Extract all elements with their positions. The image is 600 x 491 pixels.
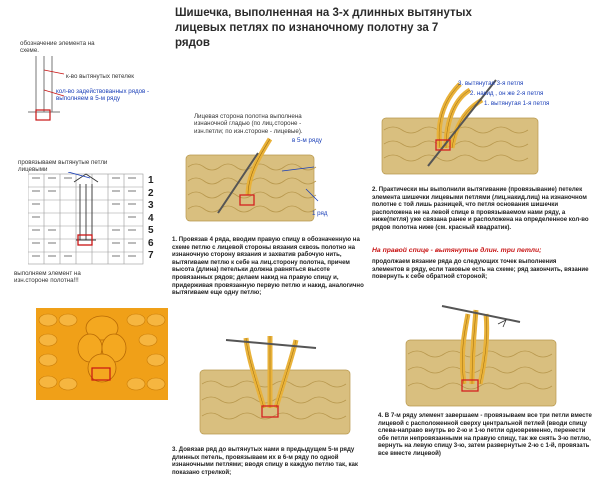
yarn-over-label: 2. накид , он же 2-я петля	[470, 90, 544, 97]
loop3-label: 3. вытянутая 3-я петля	[458, 80, 524, 87]
row-number: 7	[148, 250, 154, 261]
bobble-photo	[36, 308, 168, 400]
legend-rows-count: кол-во задействованных рядов - выполняем в 5-м ряду	[56, 88, 150, 103]
row-number: 6	[148, 237, 154, 249]
row-number: 3	[148, 200, 154, 211]
row-number: 1	[148, 175, 154, 186]
row-number: 5	[148, 225, 154, 236]
tag-row1: 1 ряд	[312, 210, 328, 217]
step1-caption: Лицевая сторона полотна выполнена изнаночной гладью (по лиц.стороне - изн.петли; по изн.стороне - лицевые).	[194, 113, 303, 135]
step1-text: 1. Провязав 4 ряда, вводим правую спицу в обозначенную на схеме петлю с лицевой стороны вязания сквозь полотно на изнаночную сторону вязания и захватив рабочую нить, вытягиваем петлю к себе на лиц.сторону полотна, причем высота (длина) петельки должна равняться высоте провязанных рядов; делаем накид на правую спицу и, придерживая провязанную первую петлю и накид, аналогично вытягиваем еще одну петлю;	[172, 236, 364, 297]
legend-loops-count: к-во вытянутых петелек	[66, 73, 135, 80]
legend-wrong-side: выполняем элемент на изн.стороне полотна!!!	[14, 270, 81, 285]
step3-text: 3. Довязав ряд до вытянутых нами в предыдущем 5-м ряду длинных петель, провязываем их в 6-м ряду по одной изнаночными петлями; вводя спицу в каждую петлю так, как показано стрелкой;	[172, 446, 358, 476]
step1-illustration	[178, 135, 328, 227]
chart-grid	[28, 172, 150, 268]
legend-pull-loops: провязываем вытянутые петли лицевыми	[18, 159, 108, 174]
tag-row5: в 5-м ряду	[292, 137, 322, 144]
row-number: 4	[148, 212, 154, 224]
row-number: 2	[148, 187, 154, 199]
page-title: Шишечка, выполненная на 3-х длинных вытянутых лицевых петлях по изнаночному полотну за 7 рядов	[175, 7, 472, 49]
step4-illustration	[402, 300, 562, 410]
loop1-label: 1. вытянутая 1-я петля	[484, 100, 550, 107]
step2-highlight: На правой спице - вытянутые длин. три петли;	[372, 247, 542, 254]
step2-text: 2. Практически мы выполнили вытягивание (провязывание) петелек элемента шишечки лицевыми петлями (лиц.накид.лиц) на изнаночном полотне с той лишь разницей, что петля основания шишечки расположена не на левой спице в провязываемом нами ряду, а ниже(петля) уже связана ранее и расположена на определенное кол-во рядов полотна ниже (см. красный квадратик).	[372, 186, 589, 231]
step3-illustration	[196, 330, 356, 438]
step4-text: 4. В 7-м ряду элемент завершаем - провязываем все три петли вместе лицевой с расположенной сверху центральной петлей (вводи спицу слева-направо внутрь во 2-ю и 1-ю петли одновременно, перенести обе петли непровязанными на правую спицу, так же снять 3-ю петлю, вернуть на левую спицу 3-ю, затем развернутые 2-ю с 1-й, провязать все вместе лицевой)	[378, 412, 592, 457]
legend-element-mark: обозначение элемента на схеме.	[20, 40, 95, 55]
step2-text2: продолжаем вязание ряда до следующих точек выполнения элементов в ряду, если таковые есть на схеме; ряд закончить, вязание повернуть к себе обратной стороной;	[372, 258, 589, 281]
row-numbers	[148, 175, 154, 263]
